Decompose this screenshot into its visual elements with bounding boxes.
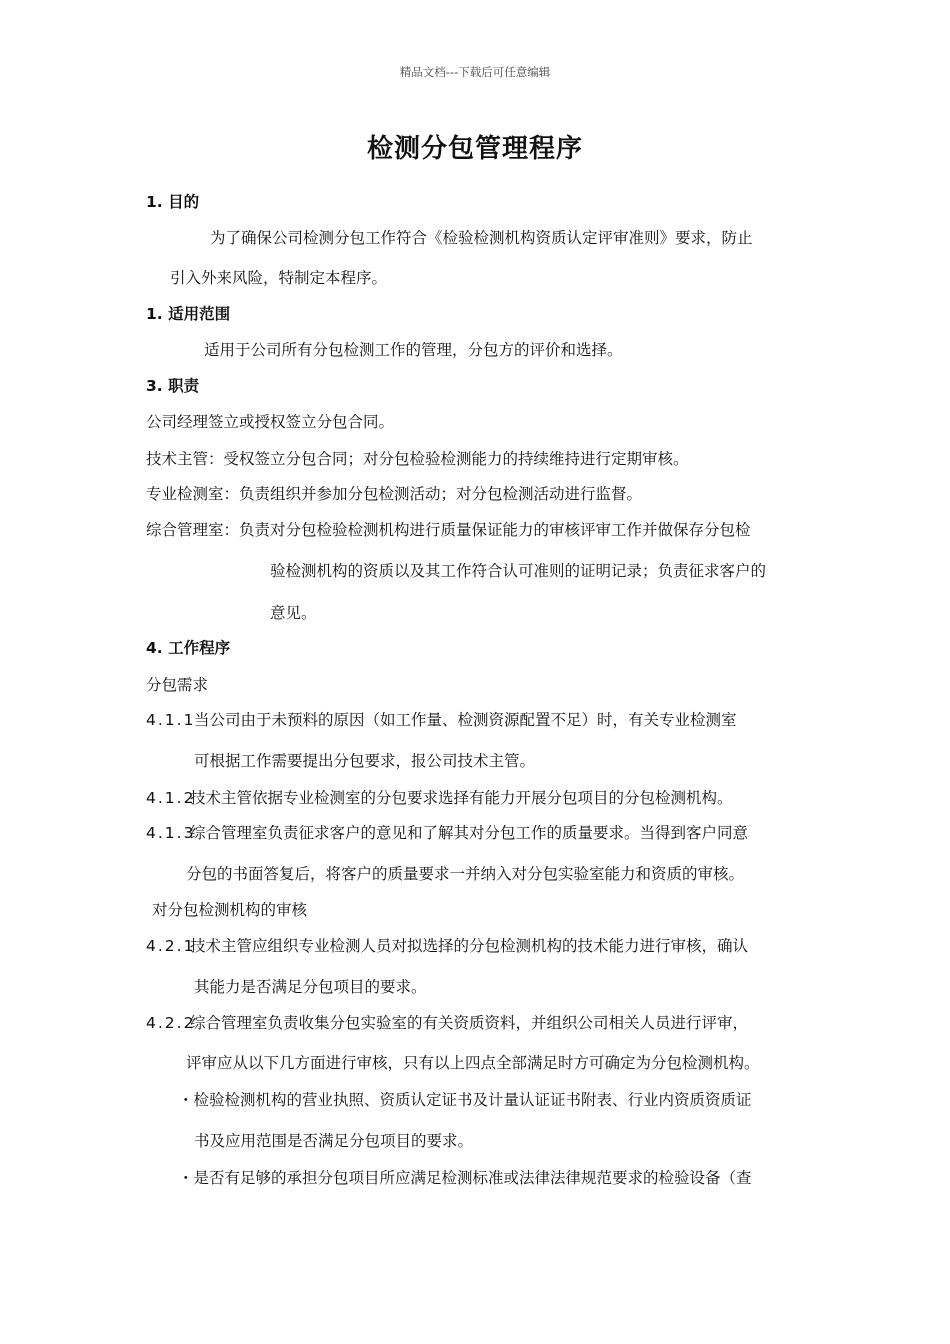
paragraph-line: 意见。 (270, 604, 317, 622)
section-heading-purpose: 1. 目的 (146, 193, 200, 211)
clause-number: 4.1.3 (146, 824, 196, 842)
clause-number: 4.2.1 (146, 937, 196, 955)
paragraph-line: 专业检测室：负责组织并参加分包检测活动；对分包检测活动进行监督。 (146, 485, 643, 503)
section-heading-scope: 1. 适用范围 (146, 305, 231, 323)
paragraph-line: 综合管理室负责征求客户的意见和了解其对分包工作的质量要求。当得到客户同意 (190, 824, 749, 842)
clause-number: 4.1.1 (146, 711, 196, 729)
paragraph-line: 引入外来风险，特制定本程序。 (170, 269, 388, 287)
paragraph-line: 验检测机构的资质以及其工作符合认可准则的证明记录；负责征求客户的 (270, 562, 767, 580)
paragraph-line: 综合管理室负责收集分包实验室的有关资质资料，并组织公司相关人员进行评审， (190, 1014, 749, 1032)
subsection-heading: 对分包检测机构的审核 (152, 901, 308, 919)
paragraph-line: 其能力是否满足分包项目的要求。 (194, 978, 427, 996)
paragraph-line: 为了确保公司检测分包工作符合《检验检测机构资质认定评审准则》要求，防止 (210, 229, 753, 247)
paragraph-line: 分包的书面答复后，将客户的质量要求一并纳入对分包实验室能力和资质的审核。 (186, 865, 745, 883)
section-heading-procedure: 4. 工作程序 (146, 639, 231, 657)
paragraph-line: 技术主管：受权签立分包合同；对分包检验检测能力的持续维持进行定期审核。 (146, 450, 689, 468)
paragraph-line: 技术主管依据专业检测室的分包要求选择有能力开展分包项目的分包检测机构。 (190, 789, 733, 807)
paragraph-line: 当公司由于未预料的原因（如工作量、检测资源配置不足）时，有关专业检测室 (194, 711, 737, 729)
paragraph-line: 综合管理室：负责对分包检验检测机构进行质量保证能力的审核评审工作并做保存分包检 (146, 521, 751, 539)
section-heading-responsibilities: 3. 职责 (146, 377, 200, 395)
clause-number: 4.2.2 (146, 1014, 196, 1032)
page-title: 检测分包管理程序 (366, 134, 583, 164)
clause-number: 4.1.2 (146, 789, 196, 807)
paragraph-line: 可根据工作需要提出分包要求，报公司技术主管。 (194, 752, 536, 770)
page-header: 精品文档---下载后可任意编辑 (399, 65, 551, 79)
bullet-item: ・检验检测机构的营业执照、资质认定证书及计量认证证书附表、行业内资质资质证 (178, 1091, 752, 1109)
paragraph-line: 评审应从以下几方面进行审核，只有以上四点全部满足时方可确定为分包检测机构。 (186, 1054, 760, 1072)
paragraph-line: 书及应用范围是否满足分包项目的要求。 (194, 1132, 474, 1150)
paragraph-line: 适用于公司所有分包检测工作的管理，分包方的评价和选择。 (204, 341, 623, 359)
subsection-heading: 分包需求 (146, 676, 209, 694)
paragraph-line: 技术主管应组织专业检测人员对拟选择的分包检测机构的技术能力进行审核，确认 (190, 937, 749, 955)
paragraph-line: 公司经理签立或授权签立分包合同。 (146, 413, 395, 431)
bullet-item: ・是否有足够的承担分包项目所应满足检测标准或法律法律规范要求的检验设备（查 (178, 1169, 752, 1187)
